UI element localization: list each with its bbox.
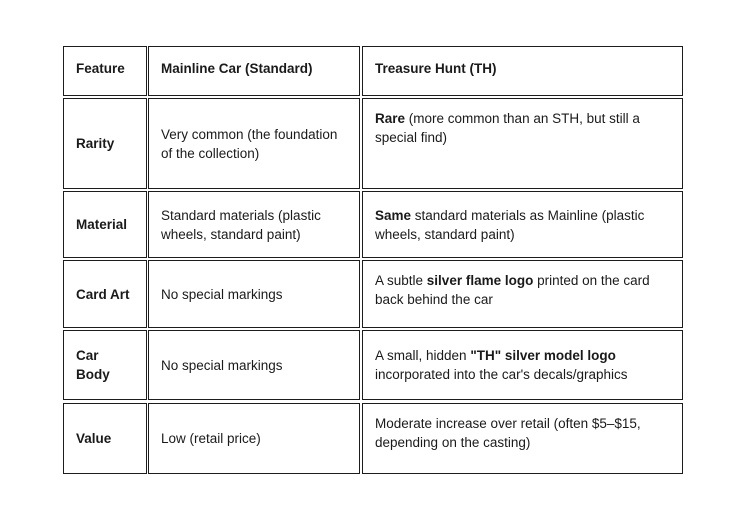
mainline-cell: Very common (the foundation of the collection) — [148, 98, 360, 189]
treasure-hunt-text: Moderate increase over retail (often $5–$15, depending on the casting) — [375, 416, 641, 450]
mainline-cell: Low (retail price) — [148, 403, 360, 474]
mainline-cell: Standard materials (plastic wheels, standard paint) — [148, 191, 360, 258]
treasure-hunt-cell — [362, 98, 683, 189]
treasure-hunt-text — [375, 346, 670, 384]
treasure-hunt-text — [375, 271, 670, 309]
header-treasure-hunt: Treasure Hunt (TH) — [362, 46, 683, 96]
feature-cell: Value — [63, 403, 147, 474]
treasure-hunt-emphasis: Rare — [375, 111, 406, 126]
feature-cell: Rarity — [63, 98, 147, 189]
feature-cell: Material — [63, 191, 147, 258]
mainline-cell: No special markings — [148, 330, 360, 400]
treasure-hunt-cell — [362, 260, 683, 328]
treasure-hunt-text — [375, 109, 670, 147]
treasure-hunt-cell — [362, 330, 683, 400]
treasure-hunt-rest: (more common than an STH, but still a special find) — [375, 111, 640, 145]
feature-cell: Card Art — [63, 260, 147, 328]
header-feature: Feature — [63, 46, 147, 96]
header-mainline: Mainline Car (Standard) — [148, 46, 360, 96]
table-row — [63, 191, 683, 258]
mainline-cell: No special markings — [148, 260, 360, 328]
treasure-hunt-pre: A small, hidden — [375, 348, 471, 363]
table-row — [63, 403, 683, 474]
table-row — [63, 98, 683, 189]
table-row — [63, 330, 683, 400]
feature-cell: Car Body — [63, 330, 147, 400]
treasure-hunt-emphasis: silver flame logo — [426, 273, 534, 288]
treasure-hunt-emphasis: Same — [375, 207, 412, 223]
treasure-hunt-cell — [362, 191, 683, 258]
treasure-hunt-text — [375, 206, 670, 244]
table-row — [63, 260, 683, 328]
treasure-hunt-pre: A subtle — [375, 273, 427, 288]
treasure-hunt-rest: incorporated into the car's decals/graphics — [375, 367, 628, 382]
treasure-hunt-emphasis: "TH" silver model logo — [470, 348, 616, 363]
comparison-table — [63, 46, 683, 474]
table-header-row — [63, 46, 683, 96]
treasure-hunt-rest: printed on the card back behind the car — [375, 273, 650, 307]
treasure-hunt-rest: standard materials as Mainline (plastic wheels, standard paint) — [375, 207, 645, 242]
treasure-hunt-cell — [362, 403, 683, 474]
